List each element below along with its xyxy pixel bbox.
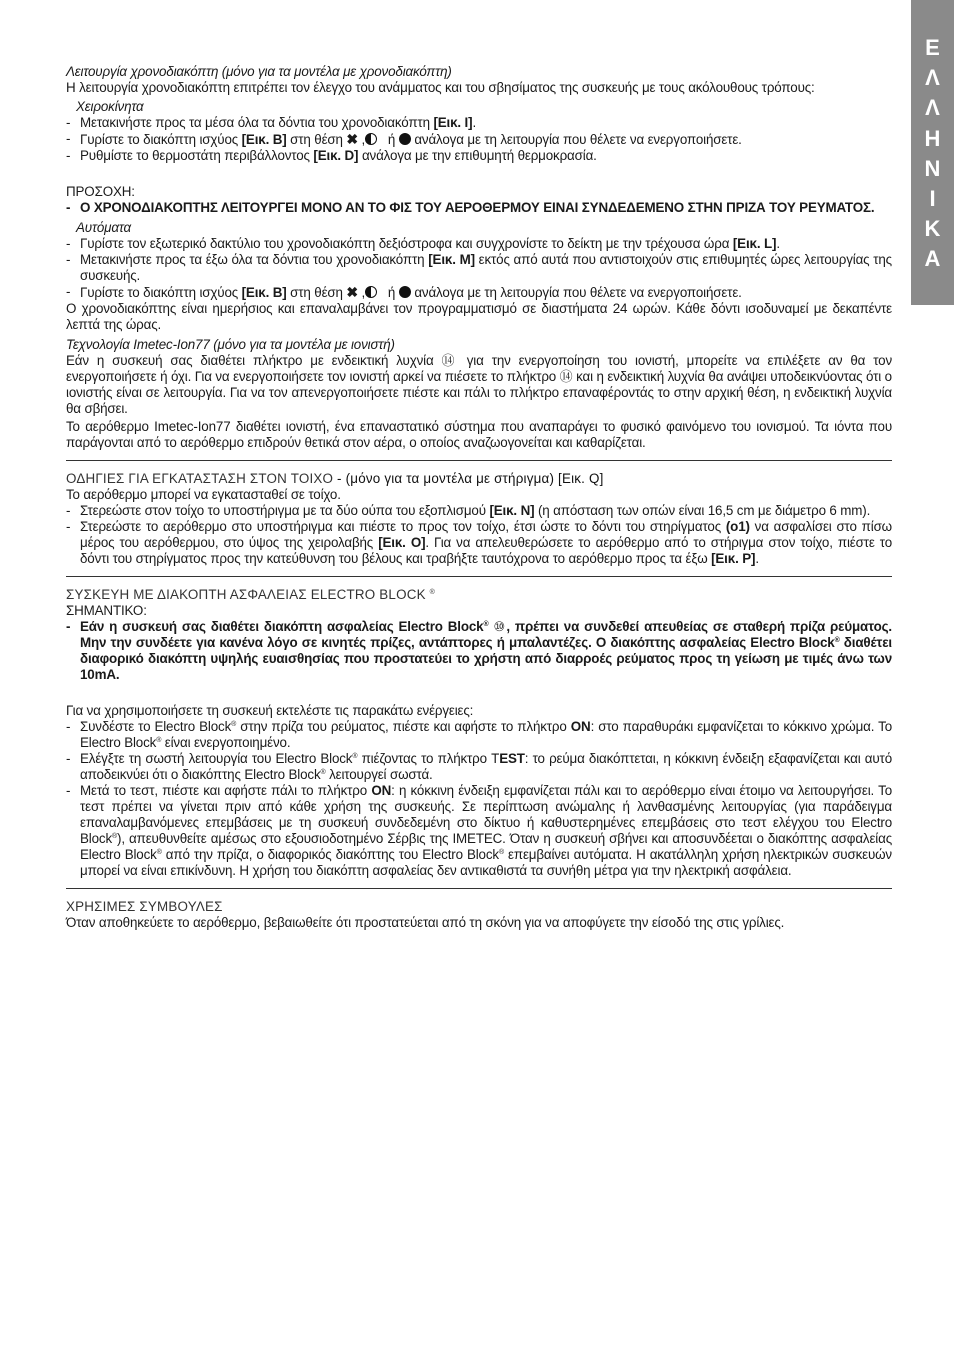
- list-item: - Γυρίστε το διακόπτη ισχύος [Εικ. B] στη θέση ✖ , ή ανάλογα με τη λειτουργία που θέλετε να ενεργοποιήσετε.: [66, 284, 742, 300]
- wall-section-title: ΟΔΗΓΙΕΣ ΓΙΑ ΕΓΚΑΤΑΣΤΑΣΗ ΣΤΟΝ ΤΟΙΧΟ - (μόνο για τα μοντέλα με στήριγμα) [Εικ. Q]: [66, 471, 604, 486]
- electro-section-title: ΣΥΣΚΕΥΗ ΜΕ ΔΙΑΚΟΠΤΗ ΑΣΦΑΛΕΙΑΣ ELECTRO BLOCK ®: [66, 587, 435, 602]
- ion-heading: Τεχνολογία Imetec-Ion77 (μόνο για τα μοντέλα με ιονιστή): [66, 337, 395, 352]
- list-item: - Συνδέστε το Electro Block® στην πρίζα του ρεύματος, πιέστε και αφήστε το πλήκτρο ON: στο παραθυράκι εμφανίζεται το κόκκινο χρώμα. Το Electro Block® είναι ενεργοποιημένο.: [66, 719, 893, 750]
- ion-paragraph: Εάν η συσκευή σας διαθέτει πλήκτρο με ενδεικτική λυχνία ⑭ για την ενεργοποίηση του ιονιστή, μπορείτε να επιλέξετε αν θα τον ενεργοποιήσετε ή όχι. Για να ενεργοποιήσετε τον ιονιστή αρκεί να πιέσετε το πλήκτρο ⑭ και η ενδεικτική λυχνία θα ανάψει υποδεικνύοντας ότι ο ιονιστής είναι σε λειτουργία. Για να τον απενεργοποιήσετε πιέστε και πάλι το πλήκτρο επαναφέροντάς το στην αρχική θέση, η ενδεικτική λυχνία θα σβήσει.: [66, 353, 893, 416]
- fan-icon: ✖: [346, 131, 358, 147]
- auto-heading: Αυτόματα: [76, 220, 131, 235]
- tips-section-title: ΧΡΗΣΙΜΕΣ ΣΥΜΒΟΥΛΕΣ: [66, 899, 223, 914]
- list-item: - Γυρίστε τον εξωτερικό δακτύλιο του χρονοδιακόπτη δεξιόστροφα και συγχρονίστε το δείκτη με την τρέχουσα ώρα [Εικ. L].: [66, 236, 780, 251]
- list-item: - Μετακινήστε προς τα έξω όλα τα δόντια του χρονοδιακόπτη [Εικ. M] εκτός από αυτά που αντιστοιχούν στις επιθυμητές ώρες λειτουργίας της συσκευής.: [66, 252, 892, 283]
- half-circle-icon: [365, 133, 377, 145]
- list-item: - Ελέγξτε τη σωστή λειτουργία του Electro Block® πιέζοντας το πλήκτρο TEST: το ρεύμα διακόπτεται, η κόκκινη ένδειξη εξαφανίζεται και αυτό αποδεικνύει ότι ο διακόπτης Electro Block® λειτουργεί σωστά.: [66, 751, 892, 782]
- manual-heading: Χειροκίνητα: [76, 99, 144, 114]
- list-item: - Μετά το τεστ, πιέστε και αφήστε πάλι το πλήκτρο ON: η κόκκινη ένδειξη εμφανίζεται πάλι και το αερόθερμο είναι έτοιμο να λειτουργήσει. Το τεστ πρέπει να γίνεται πριν από κάθε χρήση της συσκευής. Σε περίπτωση ανώμαλης ή λανθασμένης λειτουργίας (για παράδειγμα επαναλαμβανόμενες επεμβάσεις με τη συσκευή συνδεδεμένη στο δίκτυο ή καθυστερημένες επεμβάσεις στο τεστ ελέγχου του Electro Block®), απευθυνθείτε αμέσως στο εξουσιοδοτημένο Σέρβις της IMETEC. Όταν η συσκευή σβήνει και αποσυνδέεται ο διακόπτης ασφαλείας Electro Block® από την πρίζα, ο διαφορικός διακόπτης του Electro Block® επεμβαίνει αυτόματα. Η ακατάλληλη χρήση ηλεκτρικών συσκευών μπορεί να είναι επικίνδυνη. Η χρήση του διακόπτη ασφαλείας δεν αντικαθιστά τα συνήθη μέτρα για την ηλεκτρική ασφάλεια.: [66, 783, 892, 878]
- side-tab-letter: Κ: [924, 216, 941, 242]
- important-warning: - Εάν η συσκευή σας διαθέτει διακόπτη ασφαλείας Electro Block® ⑩, πρέπει να συνδεθεί απευθείας σε σταθερή πρίζα ρεύματος. Μην την συνδέετε για κανένα λόγο σε κινητές πρίζες, αντάπτορες ή μπαλαντέζες. Ο διακόπτης ασφαλείας Electro Block® διαθέτει διαφορικό διακόπτη υψηλής ευαισθησίας που προστατεύει το χρήστη από διαρροές ρεύματος προς τη γείωση με τιμές άνω των 10mA.: [66, 619, 893, 682]
- timer-heading: Λειτουργία χρονοδιακόπτη (μόνο για τα μοντέλα με χρονοδιακόπτη): [66, 64, 452, 79]
- divider: [66, 460, 892, 461]
- list-item: - Στερεώστε το αερόθερμο στο υποστήριγμα και πιέστε το προς τον τοίχο, έτσι ώστε το δόντι του στηρίγματος (o1) να ασφαλίσει στο πίσω μέρος του αερόθερμου, στο ύψος της χειρολαβής [Εικ. O]. Για να απελευθερώσετε το αερόθερμο από το στήριγμα στον τοίχο, πιέστε το δόντι του στηρίγματος προς την κατεύθυνση του βέλους και τραβήξτε ταυτόχρονα το αερόθερμο προς τα έξω [Εικ. P].: [66, 519, 892, 566]
- language-side-tab: [911, 0, 954, 305]
- half-circle-icon: [365, 286, 377, 298]
- side-tab-letter: Ν: [924, 155, 941, 181]
- auto-note: Ο χρονοδιακόπτης είναι ημερήσιος και επαναλαμβάνει τον προγραμματισμό σε διαστήματα 24 ωρών. Κάθε δόντι ισοδυναμεί με δεκαπέντε λεπτά της ώρας.: [66, 301, 892, 332]
- timer-intro: Η λειτουργία χρονοδιακόπτη επιτρέπει τον έλεγχο του ανάμματος και του σβησίματος της συσκευής με τους ακόλουθους τρόπους:: [66, 80, 815, 95]
- use-intro: Για να χρησιμοποιήσετε τη συσκευή εκτελέστε τις παρακάτω ενέργειες:: [66, 703, 474, 718]
- important-label: ΣΗΜΑΝΤΙΚΟ:: [66, 603, 147, 618]
- tips-text: Όταν αποθηκεύετε το αερόθερμο, βεβαιωθείτε ότι προστατεύεται από τη σκόνη για να αποφύγετε την είσοδό της στις γρίλιες.: [66, 915, 785, 930]
- side-tab-letter: Ε: [925, 35, 940, 60]
- fan-icon: ✖: [346, 284, 358, 300]
- divider: [66, 888, 892, 889]
- full-circle-icon: [399, 133, 411, 145]
- divider: [66, 576, 892, 577]
- side-tab-letter: Ι: [929, 185, 936, 211]
- side-tab-letter: Λ: [925, 95, 940, 121]
- wall-intro: Το αερόθερμο μπορεί να εγκατασταθεί σε τοίχο.: [66, 487, 341, 502]
- side-tab-letter: Η: [924, 125, 941, 151]
- full-circle-icon: [399, 286, 411, 298]
- list-item: - Μετακινήστε προς τα μέσα όλα τα δόντια του χρονοδιακόπτη [Εικ. I].: [66, 115, 477, 130]
- page-content: [66, 64, 892, 931]
- caution-text: - Ο ΧΡΟΝΟΔΙΑΚΟΠΤΗΣ ΛΕΙΤΟΥΡΓΕΙ ΜΟΝΟ ΑΝ ΤΟ ΦΙΣ ΤΟΥ ΑΕΡΟΘΕΡΜΟΥ ΕΙΝΑΙ ΣΥΝΔΕΔΕΜΕΝΟ ΣΤΗΝ ΠΡΙΖΑ ΤΟΥ ΡΕΥΜΑΤΟΣ.: [66, 200, 875, 215]
- list-item: - Ρυθμίστε το θερμοστάτη περιβάλλοντος [Εικ. D] ανάλογα με την επιθυμητή θερμοκρασία.: [66, 148, 597, 163]
- list-item: - Στερεώστε στον τοίχο το υποστήριγμα με τα δύο ούπα του εξοπλισμού [Εικ. N] (η απόσταση των οπών είναι 16,5 cm με διάμετρο 6 mm).: [66, 503, 871, 518]
- side-tab-letter: Α: [924, 246, 941, 272]
- list-item: - Γυρίστε το διακόπτη ισχύος [Εικ. B] στη θέση ✖ , ή ανάλογα με τη λειτουργία που θέλετε να ενεργοποιήσετε.: [66, 131, 742, 147]
- caution-label: ΠΡΟΣΟΧΗ:: [66, 184, 135, 199]
- side-tab-letter: Λ: [925, 65, 940, 91]
- ion-paragraph-2: Το αερόθερμο Imetec-Ion77 διαθέτει ιονιστή, ένα επαναστατικό σύστημα που αναπαράγει το φυσικό φαινόμενο του ιονισμού. Τα ιόντα που παράγονται από το αερόθερμο επιδρούν θετικά στον αέρα, ο οποίος αναζωογονείται και καθαρίζεται.: [66, 419, 892, 450]
